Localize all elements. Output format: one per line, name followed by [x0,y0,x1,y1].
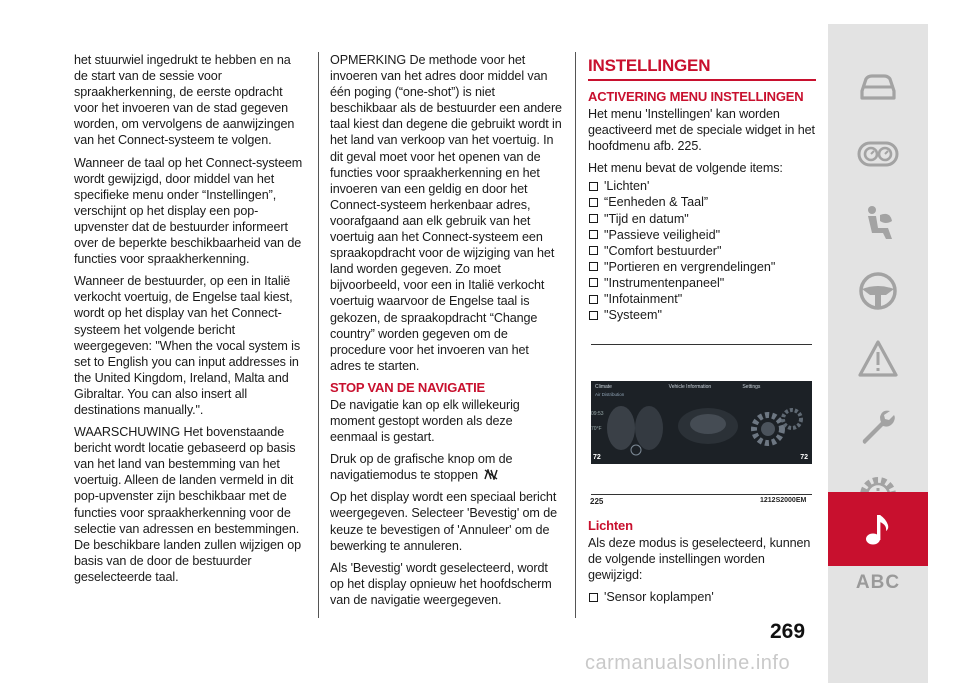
paragraph: Het menu bevat de volgende items: [588,161,783,176]
tab-vehicle-information: Vehicle Information [668,384,712,390]
screen-clock: 09:53 [591,411,604,417]
car-icon [856,65,900,109]
checkbox-bullet-icon [589,214,598,223]
list-item [588,178,816,194]
climate-subtitle: Air Distribution [595,392,625,397]
list-item-text: "Systeem" [604,308,662,323]
figure-bottom-rule [591,494,812,495]
paragraph: Wanneer de taal op het Connect-systeem wordt gewijzigd, door middel van het specifieke menu onder “Instellingen”, verschijnt op het display een pop-upvenster dat de bestuurder informeert over de beperkte beschikbaarheid van de functies voor spraakherkenning. [74,155,303,267]
section-title: INSTELLINGEN [588,56,711,75]
gauges-icon [856,133,900,177]
list-item-text: "Comfort bestuurder" [604,243,722,258]
paragraph: Op het display wordt een speciaal bericht weergegeven. Selecteer 'Bevestig' om de keuze te bevestigen of 'Annuleer' om de bewerking te annuleren. [330,490,558,553]
list-item [588,227,816,243]
figure-top-rule [591,344,812,345]
column-1 [74,52,306,591]
outside-temperature: 70°F [591,426,602,432]
list-item-text: "Tijd en datum" [604,211,689,226]
column-2 [330,52,562,614]
figure-number: 225 [590,497,604,506]
paragraph: Het menu 'Instellingen' kan worden geactiveerd met de speciale widget in het hoofdmenu afb. 225. [588,107,815,154]
lichten-heading: Lichten [588,518,633,533]
paragraph: Als 'Bevestig' wordt geselecteerd, wordt op het display opnieuw het hoofdscherm van de navigatie weergegeven. [330,560,552,607]
paragraph: Wanneer de bestuurder, op een in Italië verkocht voertuig, de Engelse taal kiest, wordt op het display van het Connect-systeem het volgende bericht weergegeven: "When the vocal system is set to English you can input addresses in the United Kingdom, Ireland, Malta and Gibraltar. You can also insert all destinations manually.". [74,274,301,417]
list-item-text: "Infotainment" [604,292,683,307]
list-item [588,243,816,259]
page-number: 269 [770,620,806,643]
column-3 [588,52,816,329]
chapter-tab-car[interactable] [828,52,928,122]
seat-graphic-icon [601,396,671,458]
list-item [588,194,816,210]
figure-code: 1212S2000EM [760,497,807,504]
note-paragraph: OPMERKING De methode voor het invoeren van het adres door middel van één poging (“one-shot”) is niet beschikbaar als de bestuurder een andere taal kiest dan degene die gebruikt wordt in het land van verkoop van het voertuig. In dit geval moet voor het openen van de functies voor spraakherkenning en het invoeren van een geldig en door het Connect-systeem herkenbaar adres, voorafgaand aan elk gebruik van het voertuig aan het Connect-systeem een spraakopdracht voor de wijziging van het land worden gegeven. Zo moet bijvoorbeeld, voor een in Italië verkocht voertuig waarvoor de Engelse taal is gekozen, de spraakopdracht “Change country” worden gegeven om de procedure voor het invoeren van het adres te starten. [330,53,562,373]
list-item [588,259,816,275]
list-item [588,589,816,605]
paragraph: WAARSCHUWING Het bovenstaande bericht wordt locatie gebaseerd op basis van het land van bestemming van het voertuig. Alleen de landen vermeld in dit pop-upvenster zijn beschikbaar met de functies voor spraakherkenning voor de selectie van adressen en bestemmingen. De beschikbare landen zullen wijzigen op basis van de door de bestuurder geselecteerde taal. [74,425,302,584]
paragraph-text: Druk op de grafische knop om de navigatiemodus te stoppen [330,452,513,483]
right-temperature: 72 [800,454,808,461]
checkbox-bullet-icon [589,278,598,287]
list-item [588,211,816,227]
checkbox-bullet-icon [589,198,598,207]
sub-heading: ACTIVERING MENU INSTELLINGEN [588,89,804,104]
chapter-tab-dashboard[interactable] [828,120,928,190]
left-temperature: 72 [593,454,601,461]
list-item-text: 'Sensor koplampen' [604,590,714,605]
list-item-text: "Instrumentenpaneel" [604,275,725,290]
section-rule [588,79,816,81]
chapter-tab-index[interactable] [828,548,928,618]
checkbox-bullet-icon [589,593,598,602]
checkbox-bullet-icon [589,262,598,271]
paragraph: het stuurwiel ingedrukt te hebben en na de start van de sessie voor spraakherkenning, de eerste opdracht voor het invoeren van de stad gegeven worden, om vervolgens de aanwijzingen van het Connect-systeem te volgen. [74,53,295,148]
chapter-sidebar [828,24,928,683]
infotainment-screenshot [591,381,812,464]
car-graphic-icon [673,396,743,458]
checkbox-bullet-icon [589,295,598,304]
music-note-icon [856,507,900,551]
wrench-icon [856,405,900,449]
paragraph [330,451,562,483]
watermark: carmanualsonline.info [585,652,791,674]
steering-wheel-icon [856,269,900,313]
column-divider [318,52,319,618]
stop-navigation-heading: STOP VAN DE NAVIGATIE [330,379,485,395]
list-item [588,275,816,291]
stop-navigation-icon [481,468,498,482]
column-divider [575,52,576,618]
checkbox-bullet-icon [589,246,598,255]
list-item-text: "Portieren en vergrendelingen" [604,259,776,274]
tab-climate: Climate [595,384,612,390]
checkbox-bullet-icon [589,230,598,239]
airbag-seat-icon [856,201,900,245]
lichten-section [588,518,816,611]
chapter-tab-driving[interactable] [828,256,928,326]
list-item-text: “Eenheden & Taal” [604,195,709,210]
list-item-text: 'Lichten' [604,179,650,194]
menu-items-list [588,178,816,323]
list-item-text: "Passieve veiligheid" [604,227,721,242]
paragraph: De navigatie kan op elk willekeurig moment gestopt worden als deze eenmaal is gestart. [330,397,520,445]
chapter-tab-maintenance[interactable] [828,392,928,462]
checkbox-bullet-icon [589,311,598,320]
list-item [588,291,816,307]
lichten-list [588,589,816,605]
checkbox-bullet-icon [589,182,598,191]
list-item [588,307,816,323]
chapter-tab-safety[interactable] [828,188,928,258]
chapter-tab-emergency[interactable] [828,324,928,394]
paragraph: Als deze modus is geselecteerd, kunnen de volgende instellingen worden gewijzigd: [588,536,811,583]
gears-graphic-icon [746,399,808,455]
tab-settings: Settings [742,384,761,390]
warning-triangle-icon [856,337,900,381]
abc-index-label: ABC [855,572,901,593]
